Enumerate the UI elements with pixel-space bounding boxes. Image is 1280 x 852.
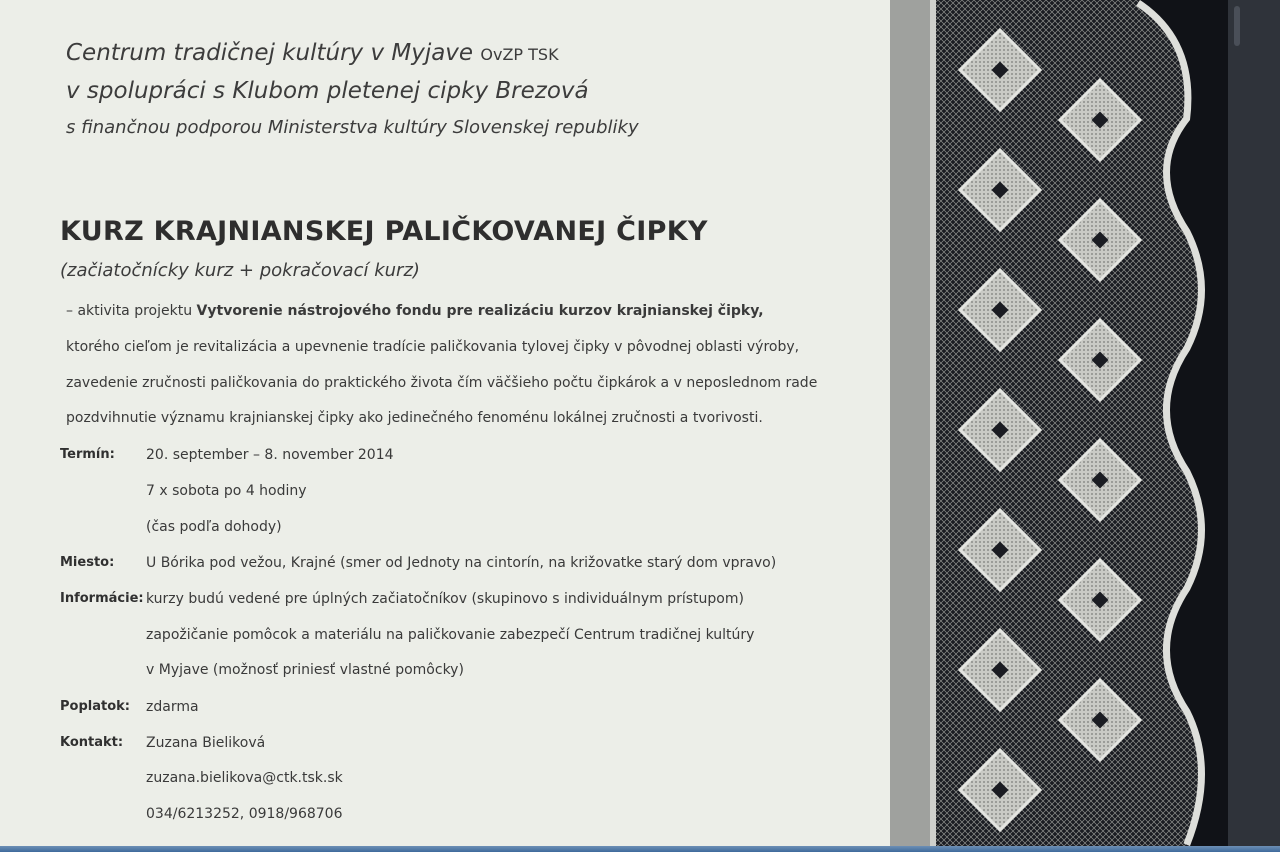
header-line-1	[66, 40, 559, 66]
kontakt-name: Zuzana Bieliková	[146, 735, 266, 751]
termin-note: (čas podľa dohody)	[146, 519, 282, 535]
intro-project-name: Vytvorenie nástrojového fondu pre realizáciu kurzov krajnianskej čipky,	[196, 303, 764, 319]
scrollbar-thumb[interactable]	[1234, 6, 1240, 46]
page-subtitle: (začiatočnícky kurz + pokračovací kurz)	[60, 260, 420, 281]
informacie-line-3: v Myjave (možnosť priniesť vlastné pomôcky)	[146, 662, 464, 678]
poplatok-value: zdarma	[146, 699, 199, 715]
miesto-label: Miesto:	[60, 555, 115, 570]
taskbar-edge	[0, 846, 1280, 852]
intro-line-2: ktorého cieľom je revitalizácia a upevnenie tradície paličkovania tylovej čipky v pôvodnej oblasti výroby,	[66, 339, 800, 355]
header-line-3: s finančnou podporou Ministerstva kultúry Slovenskej republiky	[66, 117, 639, 138]
lace-photo	[890, 0, 1228, 846]
vertical-scrollbar[interactable]	[1228, 0, 1280, 846]
termin-label: Termín:	[60, 447, 115, 462]
kontakt-phone: 034/6213252, 0918/968706	[146, 806, 343, 822]
header-organization-suffix: OvZP TSK	[480, 45, 559, 64]
informacie-label: Informácie:	[60, 591, 144, 606]
termin-date: 20. september – 8. november 2014	[146, 447, 394, 463]
kontakt-label: Kontakt:	[60, 735, 124, 750]
page-title: KURZ KRAJNIANSKEJ PALIČKOVANEJ ČIPKY	[60, 216, 708, 247]
intro-line-4: pozdvihnutie významu krajnianskej čipky ako jedinečného fenoménu lokálnej zručnosti a tvorivosti.	[66, 410, 763, 426]
intro-prefix: – aktivita projektu	[66, 303, 193, 319]
lace-pattern-image	[890, 0, 1228, 846]
informacie-line-2: zapožičanie pomôcok a materiálu na paličkovanie zabezpečí Centrum tradičnej kultúry	[146, 627, 755, 643]
header-organization: Centrum tradičnej kultúry v Myjave	[66, 40, 474, 66]
poplatok-label: Poplatok:	[60, 699, 130, 714]
kontakt-email[interactable]: zuzana.bielikova@ctk.tsk.sk	[146, 770, 343, 786]
miesto-value: U Bórika pod vežou, Krajné (smer od Jednoty na cintorín, na križovatke starý dom vpravo)	[146, 555, 777, 571]
header-line-2: v spolupráci s Klubom pletenej cipky Brezová	[66, 78, 589, 104]
informacie-line-1: kurzy budú vedené pre úplných začiatočníkov (skupinovo s individuálnym prístupom)	[146, 591, 744, 607]
intro-line-3: zavedenie zručnosti paličkovania do praktického života čím väčšieho počtu čipkárok a v neposlednom rade	[66, 375, 818, 391]
intro-line-1	[66, 303, 764, 319]
termin-schedule: 7 x sobota po 4 hodiny	[146, 483, 307, 499]
